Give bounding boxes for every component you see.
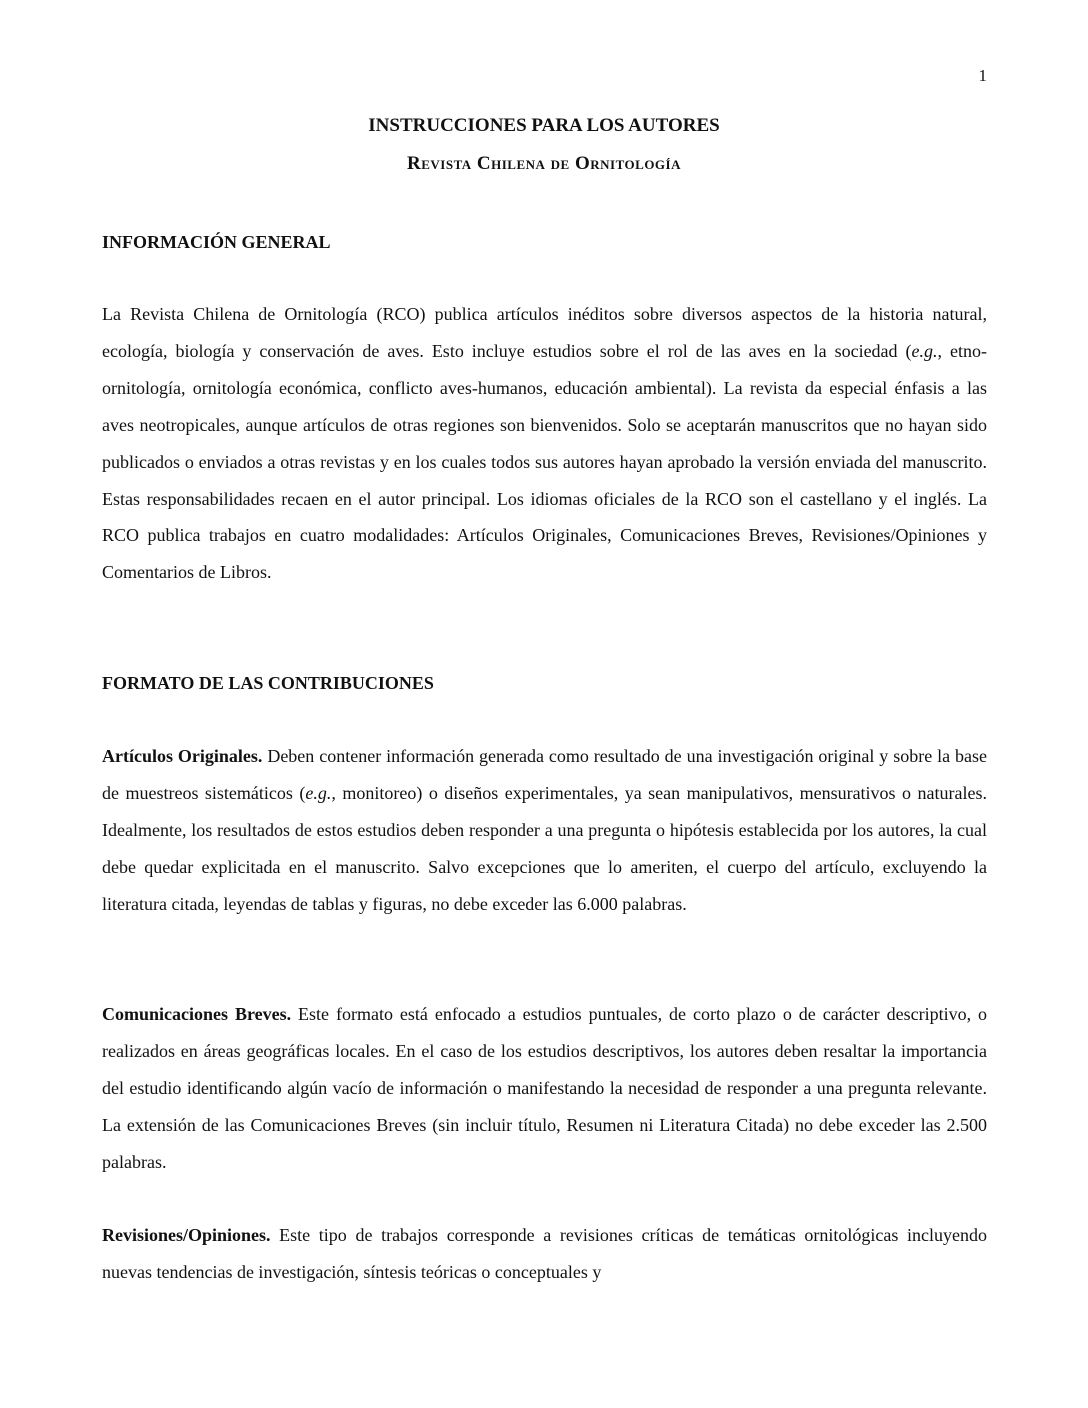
paragraph-text: Este tipo de trabajos corresponde a revisiones críticas de temáticas ornitológicas incluyendo nuevas tendencias de investigación, síntesis teóricas o conceptuales y [102,1225,987,1282]
paragraph-text: Deben contener información generada como resultado de una investigación original y sobre la base de muestreos sistemáticos ( [102,746,987,803]
document-title: INSTRUCCIONES PARA LOS AUTORES [368,115,720,136]
paragraph-text: monitoreo) o diseños experimentales, ya sean manipulativos, mensurativos o naturales. Idealmente, los resultados de estos estudios deben responder a una pregunta o hipótesis establecida por los autores, la cual debe quedar explicitada en el manuscrito. Salvo excepciones que lo ameriten, el cuerpo del artículo, excluyendo la literatura citada, leyendas de tablas y figuras, no debe exceder las 6.000 palabras. [102,782,987,914]
paragraph-text: La Revista Chilena de Ornitología (RCO) publica artículos inéditos sobre diversos aspectos de la historia natural, ecología, biología y conservación de aves. Esto incluye estudios sobre el rol de las aves en la sociedad ( [102,304,987,361]
paragraph-lead: Revisiones/Opiniones. [102,1225,271,1245]
page-number: 1 [978,66,987,85]
document-subtitle: Revista Chilena de Ornitología [407,153,681,174]
paragraph-lead: Artículos Originales. [102,746,263,766]
section-heading-general: INFORMACIÓN GENERAL [102,232,331,252]
paragraph-revisiones-opiniones [102,1217,987,1291]
eg-abbreviation: e.g. [911,340,938,361]
section-heading-formato: FORMATO DE LAS CONTRIBUCIONES [102,673,434,693]
eg-abbreviation: e.g., [305,782,336,803]
paragraph-articulos-originales [102,738,987,923]
paragraph-text: , etno-ornitología, ornitología económica, conflicto aves-humanos, educación ambiental). La revista da especial énfasis a las aves neotropicales, aunque artículos de otras regiones son bienvenidos. Solo se aceptarán manuscritos que no hayan sido publicados o enviados a otras revistas y en los cuales todos sus autores hayan aprobado la versión enviada del manuscrito. Estas responsabilidades recaen en el autor principal. Los idiomas oficiales de la RCO son el castellano y el inglés. La RCO publica trabajos en cuatro modalidades: Artículos Originales, Comunicaciones Breves, Revisiones/Opiniones y Comentarios de Libros. [102,340,988,583]
paragraph-general-info [102,296,987,591]
paragraph-comunicaciones-breves [102,996,987,1181]
paragraph-text: Este formato está enfocado a estudios puntuales, de corto plazo o de carácter descriptivo, o realizados en áreas geográficas locales. En el caso de los estudios descriptivos, los autores deben resaltar la importancia del estudio identificando algún vacío de información o manifestando la necesidad de responder a una pregunta relevante. La extensión de las Comunicaciones Breves (sin incluir título, Resumen ni Literatura Citada) no debe exceder las 2.500 palabras. [102,1004,988,1172]
paragraph-lead: Comunicaciones Breves. [102,1004,292,1024]
